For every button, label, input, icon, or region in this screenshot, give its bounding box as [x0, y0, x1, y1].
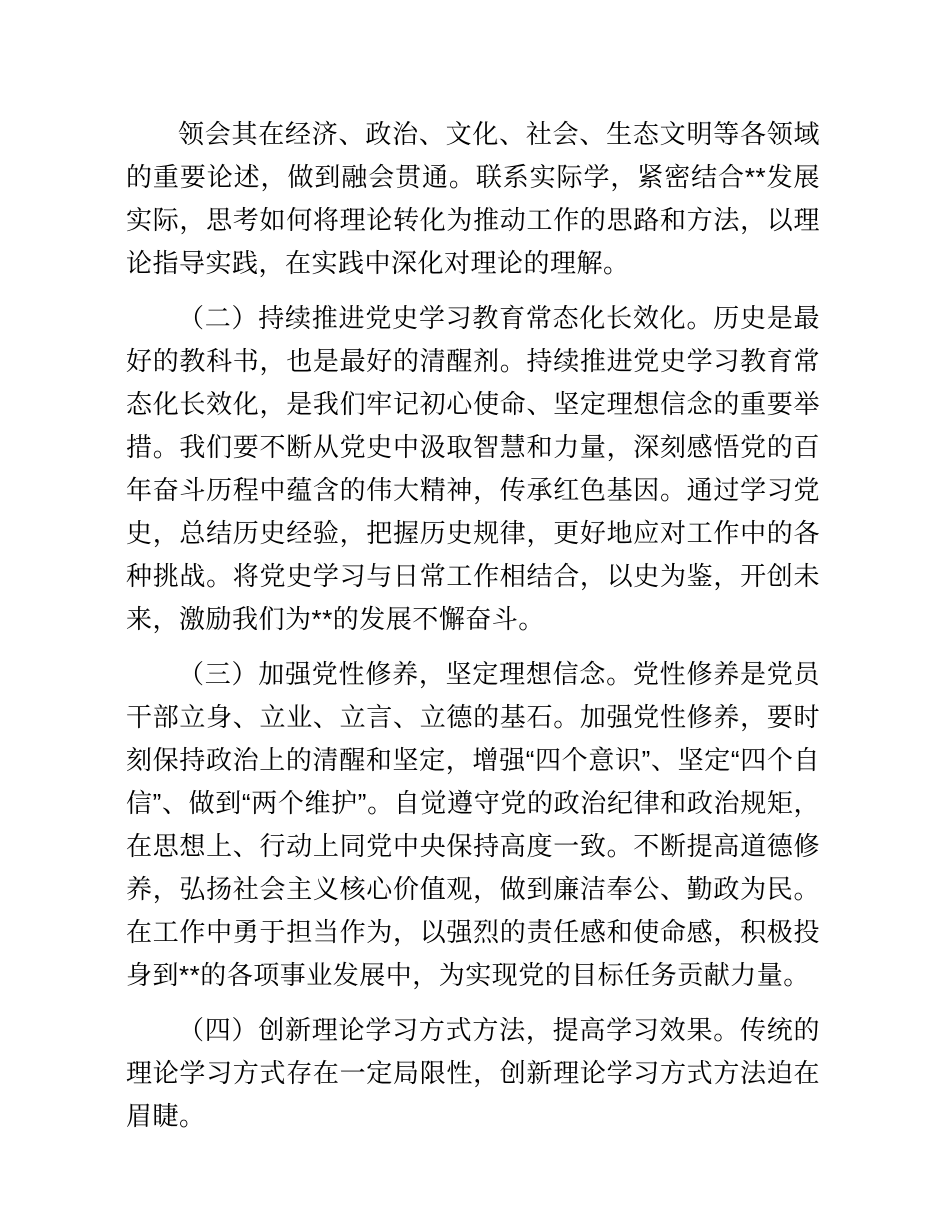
paragraph-innovative-learning-methods: （四）创新理论学习方式方法，提高学习效果。传统的理论学习方式存在一定局限性，创新理论学习方式方法迫在眉睫。	[126, 1015, 820, 1131]
paragraph-theory-study: 领会其在经济、政治、文化、社会、生态文明等各领域的重要论述，做到融会贯通。联系实际学，紧密结合**发展实际，思考如何将理论转化为推动工作的思路和方法，以理论指导实践，在实践中深化对理论的理解。	[126, 119, 820, 278]
paragraph-party-history-education: （二）持续推进党史学习教育常态化长效化。历史是最好的教科书，也是最好的清醒剂。持续推进党史学习教育常态化长效化，是我们牢记初心使命、坚定理想信念的重要举措。我们要不断从党史中汲取智慧和力量，深刻感悟党的百年奋斗历程中蕴含的伟大精神，传承红色基因。通过学习党史，总结历史经验，把握历史规律，更好地应对工作中的各种挑战。将党史学习与日常工作相结合，以史为鉴，开创未来，激励我们为**的发展不懈奋斗。	[126, 303, 820, 634]
paragraph-party-spirit-cultivation: （三）加强党性修养，坚定理想信念。党性修养是党员干部立身、立业、立言、立德的基石。加强党性修养，要时刻保持政治上的清醒和坚定，增强“四个意识”、坚定“四个自信”、做到“两个维护”。自觉遵守党的政治纪律和政治规矩，在思想上、行动上同党中央保持高度一致。不断提高道德修养，弘扬社会主义核心价值观，做到廉洁奉公、勤政为民。在工作中勇于担当作为，以强烈的责任感和使命感，积极投身到**的各项事业发展中，为实现党的目标任务贡献力量。	[126, 659, 820, 990]
